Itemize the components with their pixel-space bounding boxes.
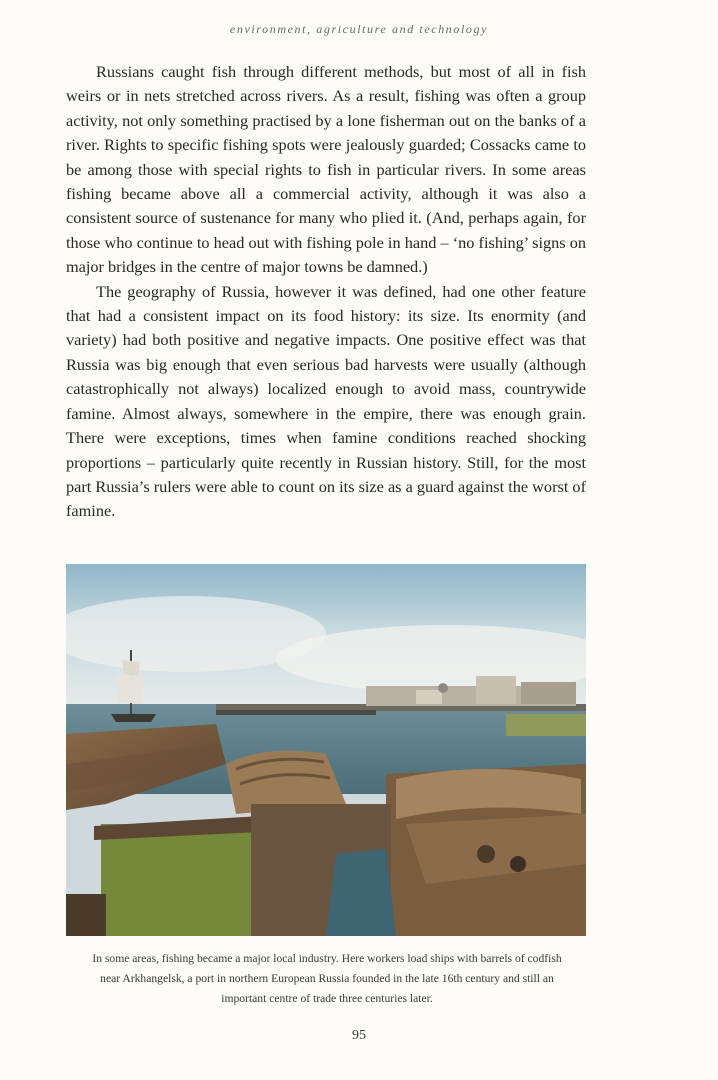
- page-number: 95: [352, 1028, 366, 1043]
- canal: [326, 849, 396, 936]
- green-boathouse: [101, 824, 251, 936]
- sailing-ship: [111, 714, 156, 722]
- figure-caption: In some areas, fishing became a major local industry. Here workers load ships with barrels of codfish near Arkhangelsk, a port in northern European Russia founded in the late 16th century and still an important centre of trade three centuries later.: [92, 952, 562, 1005]
- body-text: [66, 60, 586, 524]
- paragraph-geography-size: The geography of Russia, however it was defined, had one other feature that had a consistent impact on its food history: its size. Its enormity (and variety) had both positive and negative impacts. One positive effect was that Russia was big enough that even serious bad harvests were usually (although catastrophically not always) localized enough to avoid mass, countrywide famine. Almost always, somewhere in the empire, there was enough grain. There were exceptions, times when famine conditions reached shocking proportions – particularly quite recently in Russian history. Still, for the most part Russia’s rulers were able to count on its size as a guard against the worst of famine.: [66, 281, 586, 521]
- paragraph-fishing-methods: Russians caught fish through different methods, but most of all in fish weirs or in nets stretched across rivers. As a result, fishing was often a group activity, not only something practised by a lone fisherman out on the banks of a river. Rights to specific fishing spots were jealously guarded; Cossacks came to be among those with special rights to fish in particular rivers. In some areas fishing became above all a commercial activity, although it was also a consistent source of sustenance for many who plied it. (And, perhaps again, for those who continue to head out with fishing pole in hand – ‘no fishing’ signs on major bridges in the centre of major towns be damned.): [66, 62, 586, 277]
- running-head: environment, agriculture and technology: [229, 22, 489, 36]
- harbour-photograph: [66, 564, 586, 936]
